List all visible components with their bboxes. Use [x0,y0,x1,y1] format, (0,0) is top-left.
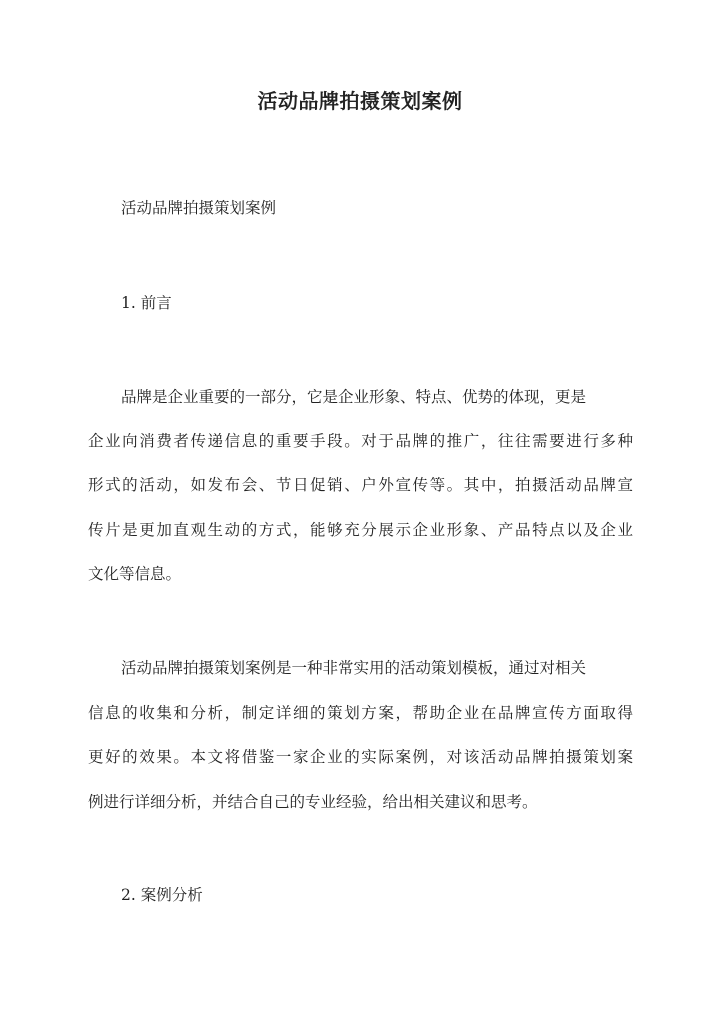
paragraph-line: 企业向消费者传递信息的重要手段。对于品牌的推广，往往需要进行多种 [88,432,633,450]
page-title: 活动品牌拍摄策划案例 [257,89,463,113]
paragraph-line: 文化等信息。 [88,565,182,583]
paragraph-line: 传片是更加直观生动的方式，能够充分展示企业形象、产品特点以及企业 [88,521,633,539]
section-heading-preface: 1. 前言 [121,294,172,312]
section-heading-case-analysis: 2. 案例分析 [121,886,203,904]
paragraph-line: 信息的收集和分析，制定详细的策划方案，帮助企业在品牌宣传方面取得 [88,704,633,722]
paragraph-line: 例进行详细分析，并结合自己的专业经验，给出相关建议和思考。 [88,793,538,811]
paragraph-line: 品牌是企业重要的一部分，它是企业形象、特点、优势的体现，更是 [121,388,587,406]
paragraph-line: 更好的效果。本文将借鉴一家企业的实际案例，对该活动品牌拍摄策划案 [88,748,633,766]
paragraph-line: 形式的活动，如发布会、节日促销、户外宣传等。其中，拍摄活动品牌宣 [88,476,633,494]
document-subtitle: 活动品牌拍摄策划案例 [121,199,277,217]
paragraph-line: 活动品牌拍摄策划案例是一种非常实用的活动策划模板，通过对相关 [121,659,587,677]
